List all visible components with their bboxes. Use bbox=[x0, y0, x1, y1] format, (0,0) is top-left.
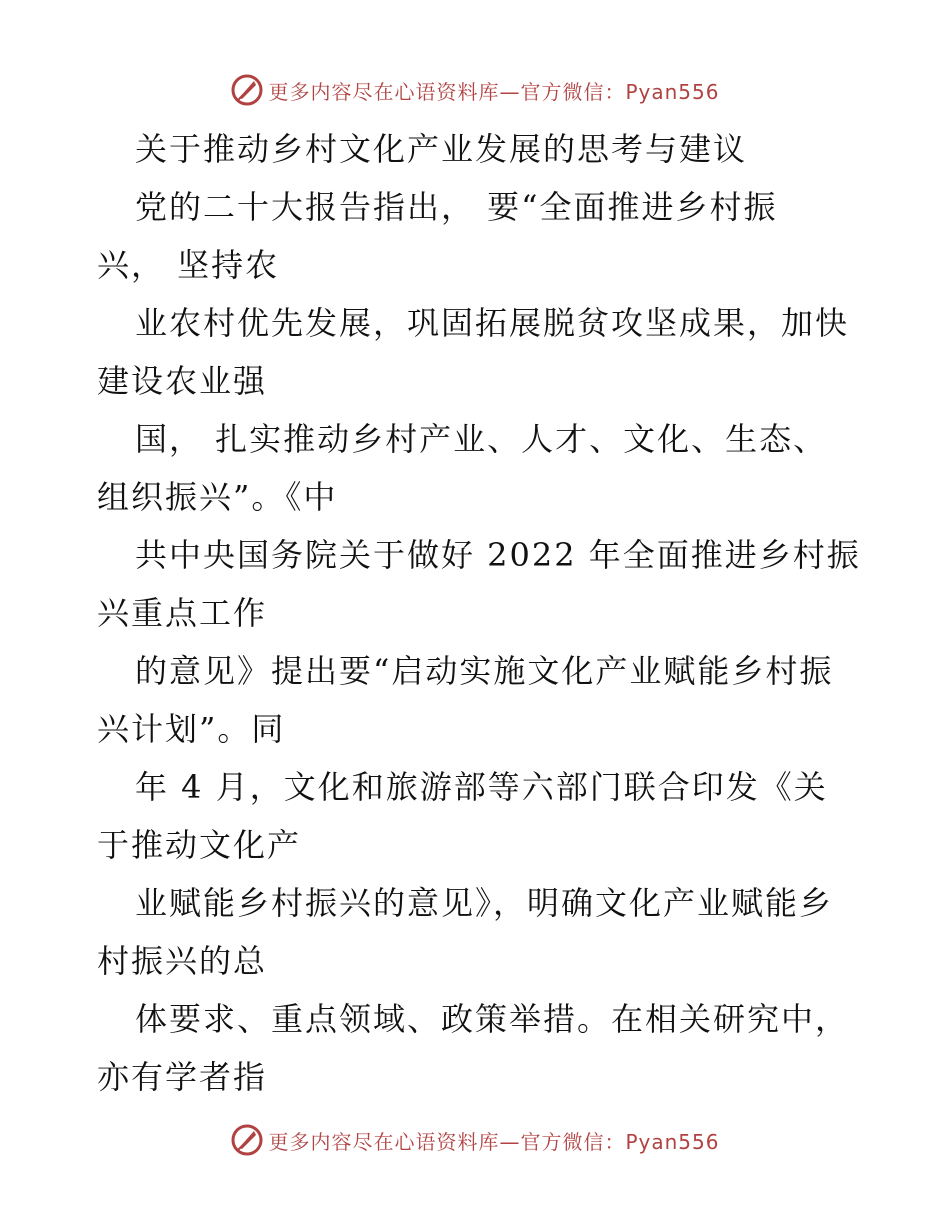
paragraph-line: 村振兴的总 bbox=[97, 942, 268, 980]
paragraph-line: 业农村优先发展，巩固拓展脱贫攻坚成果，加快 bbox=[135, 304, 850, 342]
paragraph-line: 国， 扎实推动乡村产业、人才、文化、生态、 bbox=[135, 420, 828, 458]
paragraph-line: 兴重点工作 bbox=[97, 594, 268, 632]
paragraph-line: 业赋能乡村振兴的意见》，明确文化产业赋能乡 bbox=[135, 884, 834, 922]
footer-banner bbox=[0, 1120, 950, 1160]
paragraph-line: 建设农业强 bbox=[97, 362, 268, 400]
paragraph-line: 于推动文化产 bbox=[97, 826, 302, 864]
header-banner bbox=[0, 70, 950, 110]
paragraph-line: 党的二十大报告指出， 要“全面推进乡村振 bbox=[135, 188, 778, 226]
paragraph-line: 体要求、重点领域、政策举措。在相关研究中， bbox=[135, 1000, 850, 1038]
paragraph-line: 兴计划”。同 bbox=[97, 710, 286, 748]
paragraph-line: 亦有学者指 bbox=[97, 1058, 268, 1096]
feather-seal-icon bbox=[230, 73, 264, 107]
document-title: 关于推动乡村文化产业发展的思考与建议 bbox=[135, 130, 748, 168]
banner-text: 更多内容尽在心语资料库—官方微信：Pyan556 bbox=[268, 1129, 720, 1154]
paragraph-line: 兴， 坚持农 bbox=[97, 246, 280, 284]
paragraph-line: 年 4 月，文化和旅游部等六部门联合印发《关 bbox=[135, 768, 828, 806]
paragraph-line: 共中央国务院关于做好 2022 年全面推进乡村振 bbox=[135, 536, 861, 574]
banner-text: 更多内容尽在心语资料库—官方微信：Pyan556 bbox=[268, 79, 720, 104]
paragraph-line: 的意见》提出要“启动实施文化产业赋能乡村振 bbox=[135, 652, 834, 690]
paragraph-line: 组织振兴”。《中 bbox=[97, 478, 338, 516]
feather-seal-icon bbox=[230, 1123, 264, 1157]
document-body bbox=[97, 120, 861, 1106]
